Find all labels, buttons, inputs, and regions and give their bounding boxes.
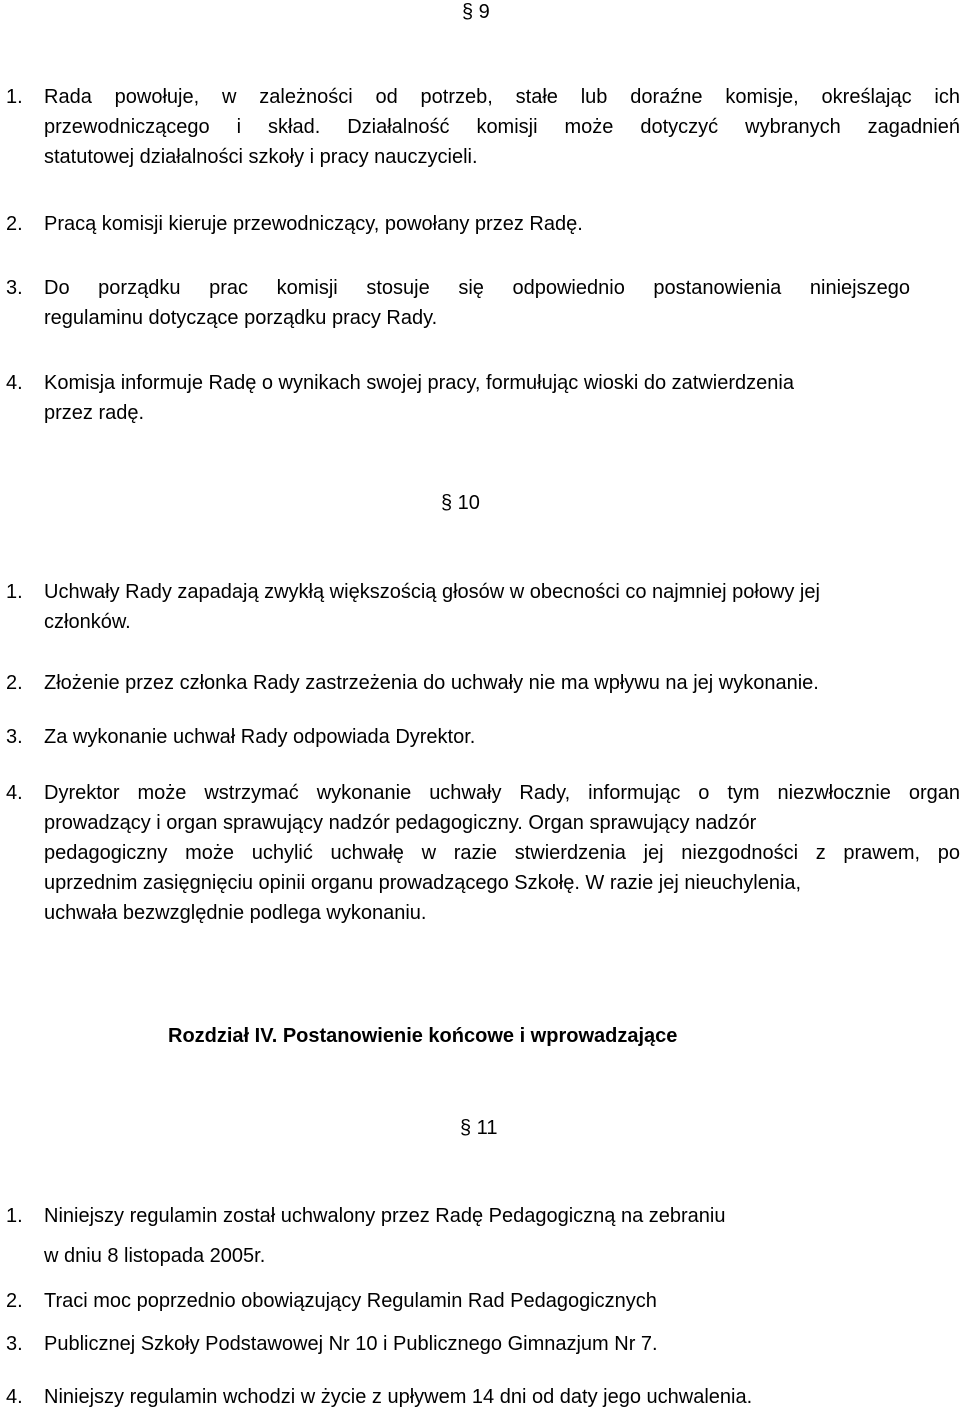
section-heading-10: § 10 [441, 492, 480, 514]
item-number: 4. [6, 372, 23, 394]
chapter-heading: Rozdział IV. Postanowienie końcowe i wprowadzające [168, 1025, 678, 1047]
list-item [6, 273, 960, 333]
item-line: Złożenie przez członka Rady zastrzeżenia do uchwały nie ma wpływu na jej wykonanie. [44, 672, 819, 694]
list-item [6, 1286, 960, 1316]
item-number: 1. [6, 1205, 23, 1227]
item-line: Dyrektor może wstrzymać wykonanie uchwały Rady, informując o tym niezwłocznie organ [44, 782, 960, 804]
item-number: 3. [6, 277, 23, 299]
item-line: regulaminu dotyczące porządku pracy Rady. [44, 307, 438, 329]
item-line: Komisja informuje Radę o wynikach swojej pracy, formułując wioski do zatwierdzenia [44, 372, 794, 394]
item-line: prowadzący i organ sprawujący nadzór pedagogiczny. Organ sprawujący nadzór [44, 812, 757, 834]
item-number: 4. [6, 782, 23, 804]
item-line: Za wykonanie uchwał Rady odpowiada Dyrektor. [44, 726, 476, 748]
list-item [6, 1382, 960, 1412]
item-line: Uchwały Rady zapadają zwykłą większością głosów w obecności co najmniej połowy jej [44, 581, 820, 603]
item-line: Rada powołuje, w zależności od potrzeb, stałe lub doraźne komisje, określając ich [44, 86, 960, 108]
list-item [6, 1329, 960, 1359]
item-line: w dniu 8 listopada 2005r. [44, 1245, 266, 1267]
item-number: 1. [6, 581, 23, 603]
list-item [6, 209, 960, 239]
section-heading-9: § 9 [462, 1, 490, 23]
item-number: 3. [6, 726, 23, 748]
item-line: Publicznej Szkoły Podstawowej Nr 10 i Publicznego Gimnazjum Nr 7. [44, 1333, 658, 1355]
item-line: Niniejszy regulamin został uchwalony przez Radę Pedagogiczną na zebraniu [44, 1205, 726, 1227]
list-item [6, 1196, 960, 1276]
item-line: statutowej działalności szkoły i pracy nauczycieli. [44, 146, 478, 168]
item-line: uchwała bezwzględnie podlega wykonaniu. [44, 902, 427, 924]
item-number: 2. [6, 672, 23, 694]
list-item [6, 368, 960, 428]
item-line: uprzednim zasięgnięciu opinii organu prowadzącego Szkołę. W razie jej nieuchylenia, [44, 872, 802, 894]
item-line: przewodniczącego i skład. Działalność komisji może dotyczyć wybranych zagadnień [44, 116, 960, 138]
item-line: pedagogiczny może uchylić uchwałę w razie stwierdzenia jej niezgodności z prawem, po [44, 842, 960, 864]
item-line: Do porządku prac komisji stosuje się odpowiednio postanowienia niniejszego [44, 277, 910, 299]
item-number: 3. [6, 1333, 23, 1355]
item-line: przez radę. [44, 402, 145, 424]
item-number: 2. [6, 213, 23, 235]
item-number: 1. [6, 86, 23, 108]
item-line: członków. [44, 611, 131, 633]
item-line: Pracą komisji kieruje przewodniczący, powołany przez Radę. [44, 213, 583, 235]
list-item [6, 82, 960, 172]
item-number: 4. [6, 1386, 23, 1408]
item-line: Niniejszy regulamin wchodzi w życie z upływem 14 dni od daty jego uchwalenia. [44, 1386, 753, 1408]
item-line: Traci moc poprzednio obowiązujący Regulamin Rad Pedagogicznych [44, 1290, 657, 1312]
list-item [6, 778, 960, 928]
list-item [6, 577, 960, 637]
item-number: 2. [6, 1290, 23, 1312]
section-heading-11: § 11 [460, 1117, 498, 1139]
list-item [6, 668, 960, 698]
list-item [6, 722, 960, 752]
